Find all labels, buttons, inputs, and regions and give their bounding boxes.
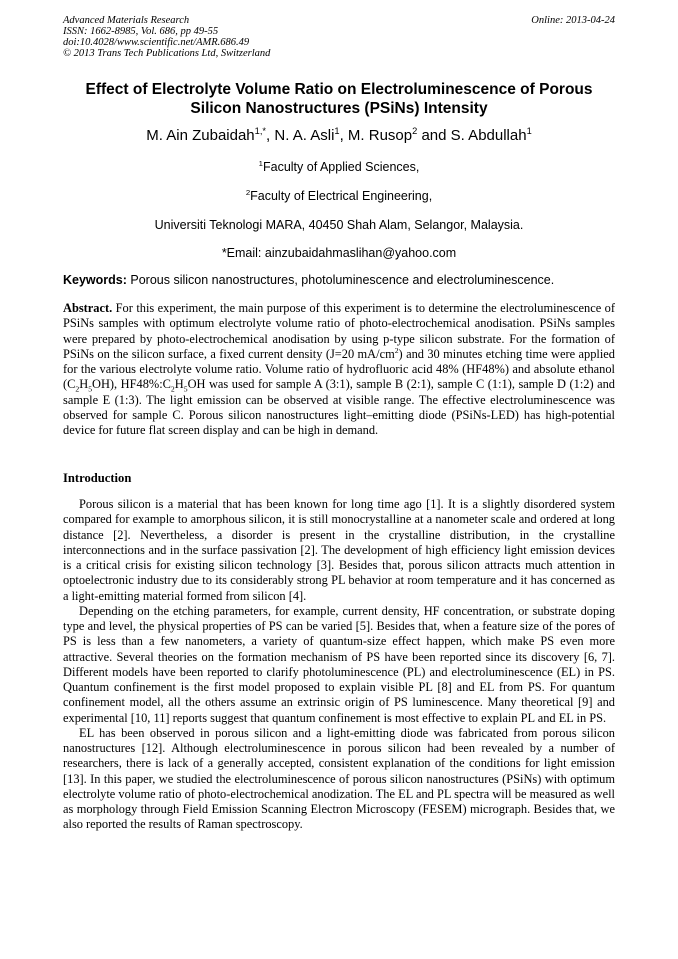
paper-title: Effect of Electrolyte Volume Ratio on Electroluminescence of Porous Silicon Nanostructures (PSiNs) Intensity [85, 81, 593, 117]
author-name: S. Abdullah [450, 127, 527, 144]
author-separator: , [339, 127, 348, 144]
online-date: Online: 2013-04-24 [531, 15, 615, 26]
abstract-sub: 2 [170, 384, 175, 394]
keywords-label: Keywords: [63, 273, 127, 287]
abstract [63, 301, 615, 438]
abstract-text: For this experiment, the main purpose of this experiment is to determine the electroluminescence of PSiNs samples with optimum electrolyte volume ratio of photo-electrochemical anodisation. PSiNs samples were prepared by photo-electrochemical anodisation by using p-type silicon substrate. For the formation of PSiNs on the silicon surface, a fixed current density (J=20 mA/cm [63, 301, 615, 361]
affiliation-2 [40, 189, 638, 203]
introduction-heading: Introduction [63, 471, 132, 485]
abstract-text: OH was used for sample A (3:1), sample B (2:1), sample C (1:1), sample D (1:2) and sample E (1:3). The light emission can be observed at visible range. The effective electroluminescence was observed for sample C. Porous silicon nanostructures light–emitting diode (PSiNs-LED) has high-potential device for future flat screen display and can be high in demand. [63, 377, 615, 437]
journal-issn: ISSN: 1662-8985, Vol. 686, pp 49-55 [63, 26, 219, 37]
abstract-text: H [79, 377, 89, 392]
introduction-paragraph: EL has been observed in porous silicon and a light-emitting diode was fabricated from porous silicon nanostructures [12]. Although electroluminescence in porous silicon had been revealed by a number of researchers, there is lack of a generally accepted, consistent explanation of the conditions for light emission [13]. In this paper, we studied the electroluminescence of porous silicon nanostructures (PSiNs) with optimum electrolyte volume ratio of photo-electrochemical anodization. The EL and PL spectra will be measured as well as morphology through Field Emission Scanning Electron Microscopy (FESEM) micrograph. Besides that, we also reported the results of Raman spectroscopy. [63, 725, 615, 832]
affiliation-mark: 2 [245, 187, 251, 197]
author-affiliation-mark: 1 [526, 126, 532, 136]
author-list [40, 127, 638, 144]
abstract-text: OH), HF48%:C [92, 377, 171, 392]
university-address: Universiti Teknologi MARA, 40450 Shah Alam, Selangor, Malaysia. [154, 218, 524, 232]
introduction-body [63, 497, 615, 833]
author-separator: , [266, 127, 275, 144]
corresponding-email: *Email: ainzubaidahmaslihan@yahoo.com [221, 246, 457, 260]
keywords-text: Porous silicon nanostructures, photoluminescence and electroluminescence. [126, 273, 555, 287]
affiliation-text: Faculty of Electrical Engineering, [250, 189, 433, 203]
affiliation-text: Faculty of Applied Sciences, [262, 160, 420, 174]
journal-doi: doi:10.4028/www.scientific.net/AMR.686.49 [63, 37, 250, 48]
author-affiliation-mark: 1,* [254, 126, 267, 136]
abstract-label: Abstract. [63, 301, 113, 315]
journal-name: Advanced Materials Research [63, 15, 190, 26]
abstract-text: H [174, 377, 184, 392]
affiliation-mark: 1 [258, 158, 263, 168]
abstract-sub: 2 [75, 384, 80, 394]
abstract-text: ) and 30 minutes etching time were applied for the various electrolyte volume ratio. Volume ratio of hydrofluoric acid 48% (HF48%) and absolute ethanol (C [63, 346, 615, 392]
affiliation-1 [40, 160, 638, 174]
abstract-sup: 2 [394, 345, 399, 355]
keywords [63, 273, 615, 287]
author-name: N. A. Asli [274, 127, 335, 144]
author-separator: and [417, 127, 451, 144]
introduction-paragraph: Porous silicon is a material that has been known for long time ago [1]. It is a slightly disordered system compared for example to amorphous silicon, it is still monocrystalline at a nanometer scale and ordered at long distance [2]. Nevertheless, a disorder is present in the crystalline distribution, in the crystalline interconnections and in the surface passivation [2]. The development of high efficiency light emission devices is a critical crisis for existing silicon technology [3]. Besides that, porous silicon attracts much attention in optoelectronic industry due to its considerably strong PL behavior at room temperature and it has concerned as a light-emitting material formed from silicon [4]. [63, 497, 615, 603]
author-name: M. Ain Zubaidah [146, 127, 255, 144]
journal-copyright: © 2013 Trans Tech Publications Ltd, Switzerland [63, 48, 271, 59]
author-affiliation-mark: 1 [334, 126, 340, 136]
introduction-paragraph: Depending on the etching parameters, for example, current density, HF concentration, or substrate doping type and level, the physical properties of PS can be varied [5]. Besides that, when a feature size of the pores of PS is less than a few nanometers, a variety of quantum-size effect happen, which make PS even more attractive. Several theories on the formation mechanism of PS have been reported since its discovery [6, 7]. Different models have been reported to clarify photoluminescence (PL) and electroluminescence (EL) in PS. Quantum confinement is the first model proposed to explain visible PL [8] and EL from PS. For quantum confinement model, all the others assume an extrinsic origin of PS luminescence. Many theoretical [9] and experimental [10, 11] reports suggest that quantum confinement is most effective to explain PL and EL in PS. [63, 603, 615, 725]
author-affiliation-mark: 2 [412, 126, 418, 136]
author-name: M. Rusop [347, 127, 413, 144]
journal-header [63, 15, 615, 59]
abstract-sub: 5 [183, 384, 188, 394]
abstract-sub: 5 [88, 384, 93, 394]
